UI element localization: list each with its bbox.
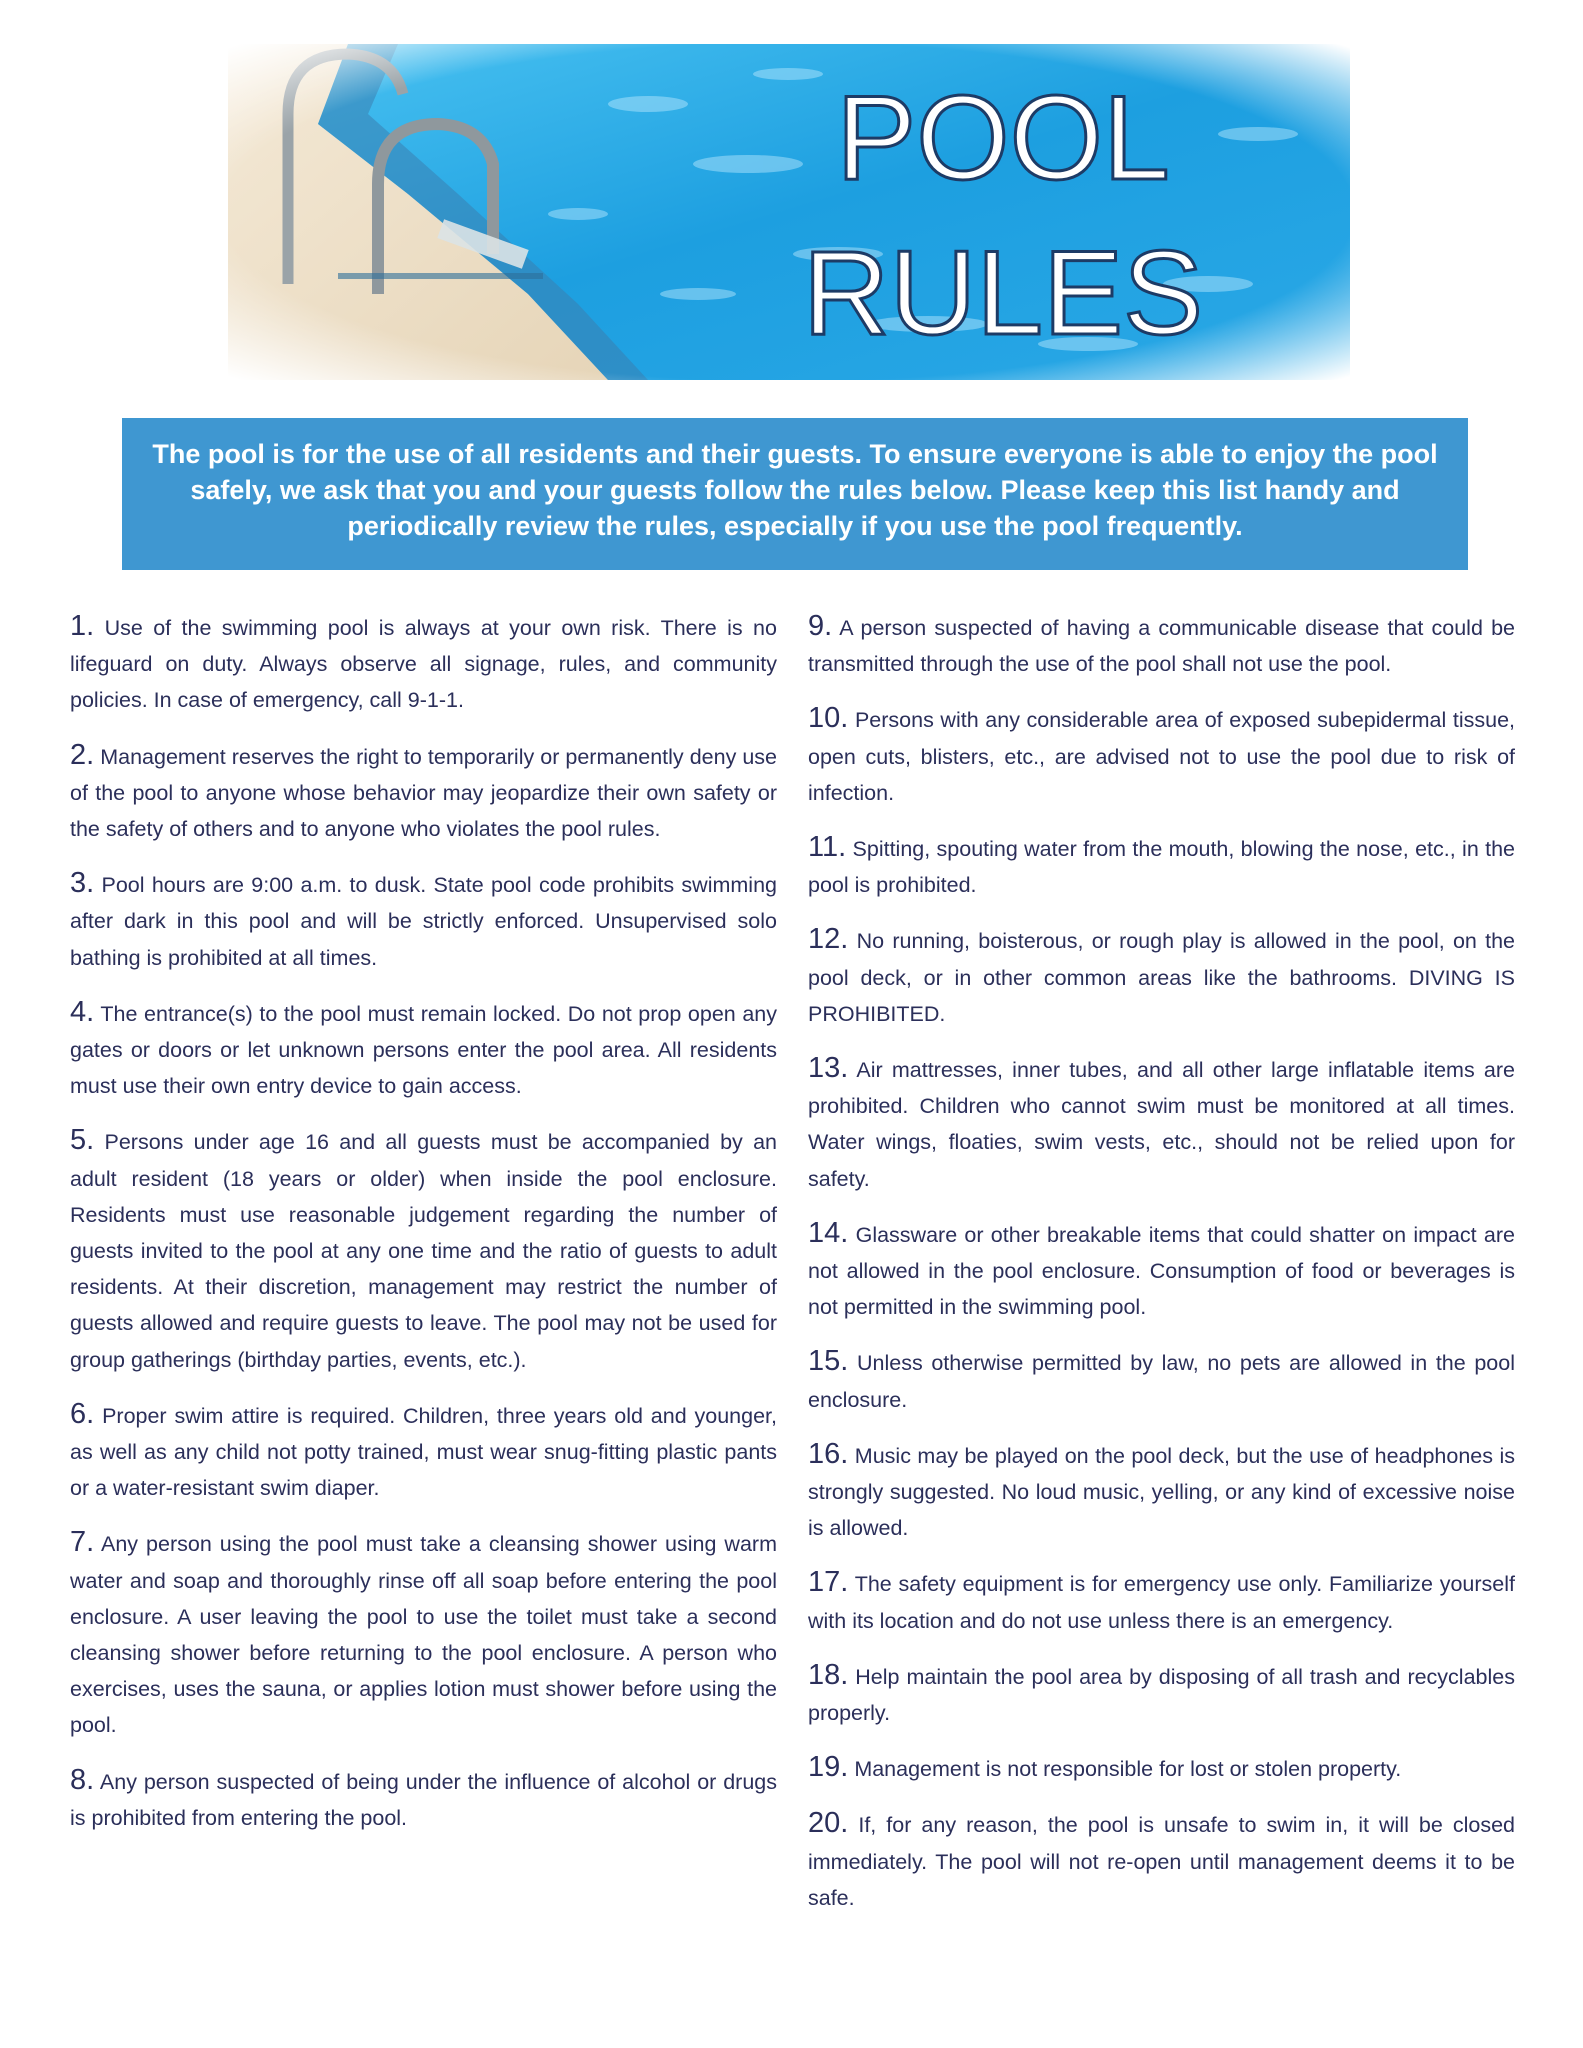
rule-number: 20. (808, 1807, 849, 1840)
rule-number: 12. (808, 923, 849, 956)
rule-number: 11. (808, 831, 847, 864)
rule-item (808, 921, 1515, 1032)
rule-text: Air mattresses, inner tubes, and all other large inflatable items are prohibited. Children who cannot swim must be monitored at all times. Water wings, floaties, swim vests, etc., should not be relied upon for safety. (808, 1058, 1515, 1191)
pool-banner-image (228, 44, 1350, 380)
rule-number: 5. (70, 1124, 95, 1157)
rule-text: Management is not responsible for lost or stolen property. (854, 1757, 1402, 1782)
rule-text: Persons with any considerable area of exposed subepidermal tissue, open cuts, blisters, etc., are advised not to use the pool due to risk of infection. (808, 708, 1515, 805)
rule-text: The safety equipment is for emergency use only. Familiarize yourself with its location and do not use unless there is an emergency. (808, 1572, 1515, 1633)
rule-number: 14. (808, 1216, 849, 1249)
rule-item (808, 829, 1515, 903)
rule-number: 18. (808, 1658, 849, 1691)
rules-column-right (808, 608, 1515, 1934)
rule-text: Proper swim attire is required. Children, three years old and younger, as well as any child not potty trained, must wear snug-fitting plastic pants or a water-resistant swim diaper. (70, 1403, 778, 1501)
rule-item (808, 1343, 1515, 1417)
rule-item (808, 1805, 1515, 1916)
rule-number: 17. (808, 1566, 849, 1599)
rule-number: 1. (70, 610, 95, 642)
rule-text: Unless otherwise permitted by law, no pets are allowed in the pool enclosure. (808, 1351, 1515, 1412)
rule-text: No running, boisterous, or rough play is allowed in the pool, on the pool deck, or in other common areas like the bathrooms. DIVING IS PROHIBITED. (808, 929, 1515, 1026)
rule-number: 3. (70, 867, 95, 900)
rule-item (70, 865, 777, 976)
rule-number: 6. (70, 1397, 95, 1430)
rule-text: Music may be played on the pool deck, but the use of headphones is strongly suggested. No loud music, yelling, or any kind of excessive noise is allowed. (808, 1443, 1515, 1541)
rule-text: Glassware or other breakable items that could shatter on impact are not allowed in the pool enclosure. Consumption of food or beverages is not permitted in the swimming pool. (808, 1222, 1515, 1320)
rule-item (808, 608, 1515, 682)
rule-text: The entrance(s) to the pool must remain locked. Do not prop open any gates or doors or let unknown persons enter the pool area. All residents must use their own entry device to gain access. (70, 1001, 777, 1099)
title-line-1: POOL (836, 71, 1170, 205)
rule-number: 2. (70, 738, 95, 771)
rule-item (70, 994, 777, 1105)
rule-item (808, 1436, 1515, 1547)
rule-number: 19. (808, 1751, 849, 1784)
rule-number: 15. (808, 1345, 849, 1378)
rule-text: Pool hours are 9:00 a.m. to dusk. State pool code prohibits swimming after dark in this pool and will be strictly enforced. Unsupervised solo bathing is prohibited at all times. (70, 873, 777, 970)
rule-item (808, 1749, 1515, 1787)
rule-number: 8. (70, 1763, 95, 1796)
rule-item (70, 1524, 777, 1743)
rule-text: Any person using the pool must take a cleansing shower using warm water and soap and thoroughly rinse off all soap before entering the pool enclosure. A user leaving the pool to use the toilet must take a second cleansing shower before returning to the pool enclosure. A person who exercises, uses the sauna, or applies lotion must shower before using the pool. (70, 1532, 777, 1738)
rule-item (808, 1564, 1515, 1638)
rule-item (808, 1657, 1515, 1731)
rule-text: A person suspected of having a communicable disease that could be transmitted through the use of the pool shall not use the pool. (808, 616, 1515, 677)
rule-item (70, 1122, 777, 1377)
rule-text: Spitting, spouting water from the mouth, blowing the nose, etc., in the pool is prohibited. (808, 837, 1515, 898)
rule-text: Any person suspected of being under the influence of alcohol or drugs is prohibited from entering the pool. (70, 1769, 777, 1830)
title-line-2: RULES (802, 226, 1204, 360)
header-banner (228, 44, 1350, 380)
rule-number: 4. (70, 995, 95, 1028)
rule-item (70, 1762, 777, 1836)
intro-text: The pool is for the use of all residents and their guests. To ensure everyone is able to enjoy the pool safely, we ask that you and your guests follow the rules below. Please keep this list handy and periodically review the rules, especially if you use the pool frequently. (152, 439, 1438, 541)
rule-text: Persons under age 16 and all guests must be accompanied by an adult resident (18 years or older) when inside the pool enclosure. Residents must use reasonable judgement regarding the number of guests invited to the pool at any one time and the ratio of guests to adult residents. At their discretion, management may restrict the number of guests allowed and require guests to leave. The pool may not be used for group gatherings (birthday parties, events, etc.). (70, 1130, 777, 1372)
rules-column-left (70, 608, 777, 1854)
rule-text: Management reserves the right to temporarily or permanently deny use of the pool to anyone whose behavior may jeopardize their own safety or the safety of others and to anyone who violates the pool rules. (70, 744, 778, 842)
rule-text: If, for any reason, the pool is unsafe to swim in, it will be closed immediately. The pool will not re-open until management deems it to be safe. (808, 1813, 1515, 1910)
rule-number: 10. (808, 702, 849, 735)
rule-item (808, 1050, 1515, 1197)
rule-item (70, 737, 777, 848)
rule-item (808, 1215, 1515, 1326)
rule-text: Help maintain the pool area by disposing of all trash and recyclables properly. (808, 1664, 1515, 1726)
rule-number: 9. (808, 610, 833, 642)
rule-number: 7. (70, 1526, 95, 1559)
intro-box (122, 418, 1468, 570)
rule-number: 13. (808, 1052, 849, 1085)
rule-text: Use of the swimming pool is always at your own risk. There is no lifeguard on duty. Always observe all signage, rules, and community policies. In case of emergency, call 9-1-1. (70, 616, 777, 713)
rule-item (70, 608, 777, 719)
rule-item (808, 700, 1515, 811)
rule-item (70, 1396, 777, 1507)
rule-number: 16. (808, 1437, 849, 1470)
